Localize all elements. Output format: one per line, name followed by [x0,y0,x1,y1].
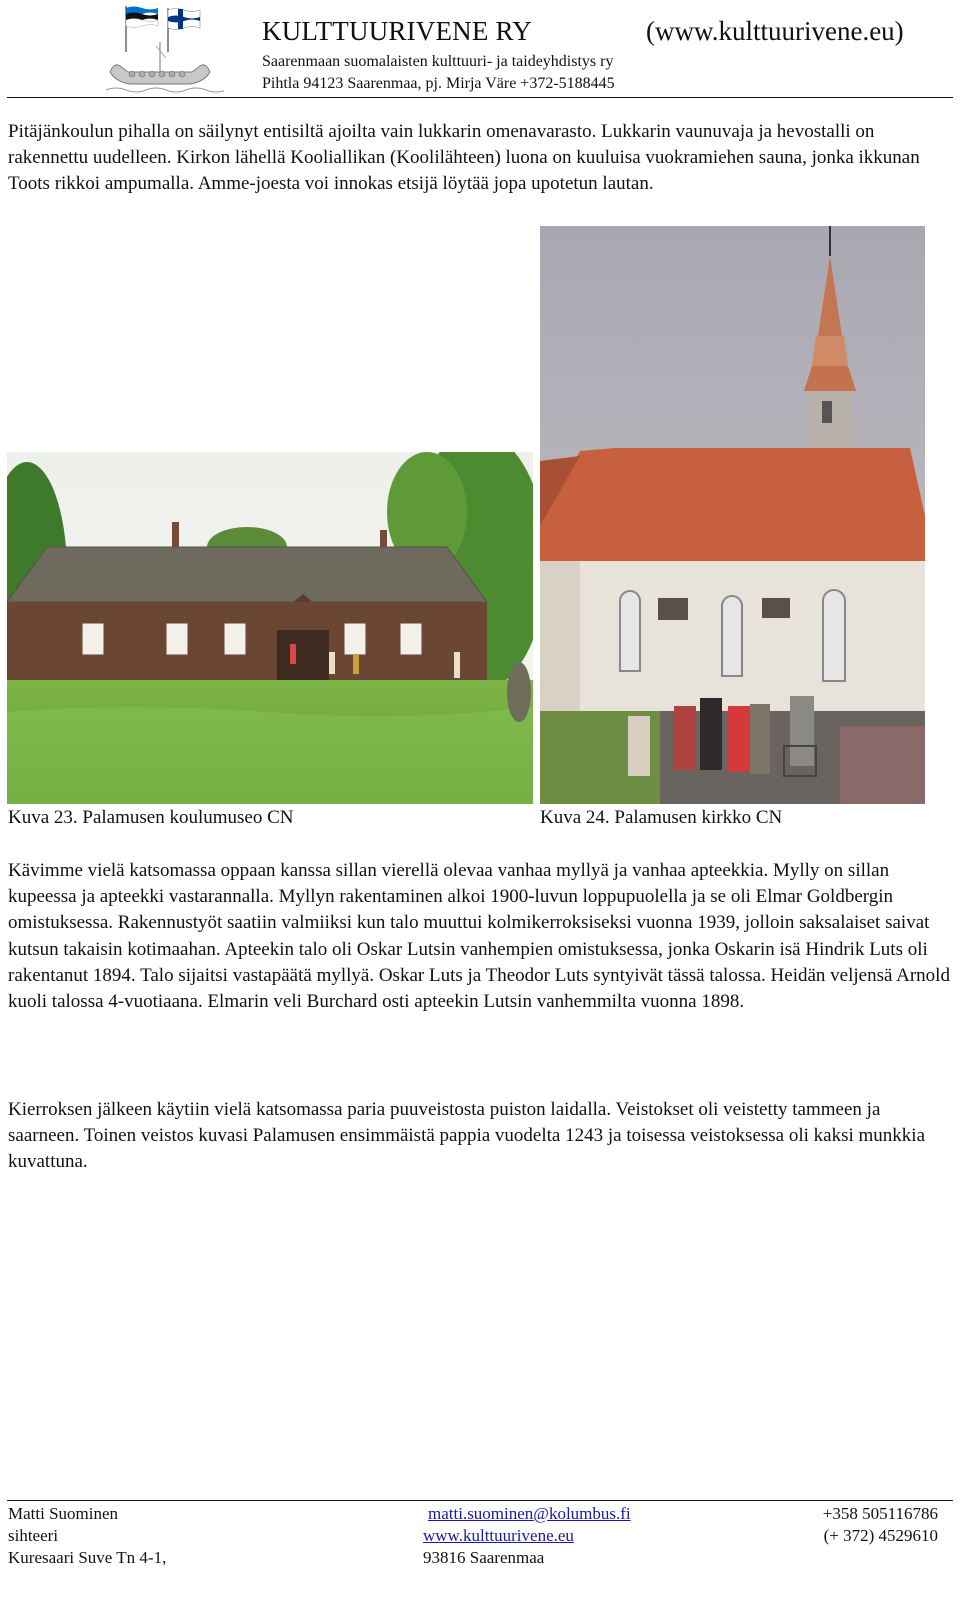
figure-caption-24: Kuva 24. Palamusen kirkko CN [540,807,783,828]
header-divider [7,97,953,98]
footer-street: Kuresaari Suve Tn 4-1, [8,1548,167,1567]
footer-postal: 93816 Saarenmaa [423,1548,545,1567]
organization-logo [96,2,224,98]
school-museum-photo [7,452,533,804]
flags-and-viking-ship-logo [96,2,224,98]
body-paragraph-1: Pitäjänkoulun pihalla on säilynyt entisiltä ajoilta vain lukkarin omenavarasto. Lukkarin vaunuvaja ja hevostalli on rakennettu uudelleen. Kirkon lähellä Kooliallikan (Koolilähteen) luona on kuuluisa vuokramiehen sauna, jonka ikkunan Toots rikkoi ampumalla. Amme-joesta voi innokas etsijä löytää jopa upotetun lautan. [8,121,920,195]
church-photo [540,226,925,804]
footer-website-link[interactable]: www.kulttuurivene.eu [423,1526,574,1545]
footer-email-link[interactable]: matti.suominen@kolumbus.fi [428,1504,631,1523]
footer-phone-2: (+ 372) 4529610 [823,1526,938,1545]
body-paragraph-3: Kierroksen jälkeen käytiin vielä katsomassa paria puuveistosta puiston laidalla. Veistokset oli veistetty tammeen ja saarneen. Toinen veistos kuvasi Palamusen ensimmäistä pappia vuodelta 1243 ja toisessa veistoksessa oli kaksi munkkia kuvattuna. [8,1099,926,1173]
footer-name: Matti Suominen [8,1504,119,1523]
figure-caption-23: Kuva 23. Palamusen koulumuseo CN [8,807,294,828]
organization-website: (www.kulttuurivene.eu) [646,16,904,46]
footer-phone-1: +358 505116786 [822,1504,938,1523]
footer-role: sihteeri [8,1526,59,1545]
organization-subtitle: Saarenmaan suomalaisten kulttuuri- ja taideyhdistys ry [262,53,614,70]
organization-name: KULTTUURIVENE RY [262,16,532,46]
footer-divider [7,1500,953,1501]
organization-address: Pihtla 94123 Saarenmaa, pj. Mirja Väre +372-5188445 [262,75,615,92]
body-paragraph-2: Kävimme vielä katsomassa oppaan kanssa sillan vierellä olevaa vanhaa myllyä ja vanhaa apteekkia. Mylly on sillan kupeessa ja apteekki vastarannalla. Myllyn rakentaminen alkoi 1900-luvun loppupuolella ja se oli Elmar Goldbergin omistuksessa. Rakennustyöt saatiin valmiiksi kun talo muuttui kolmikerroksiseksi vuonna 1939, jolloin saksalaiset saivat kutsun takaisin kotimaahan. Apteekin talo oli Oskar Lutsin vanhempien omistuksessa, jonka Oskarin isä Hindrik Luts oli rakentanut 1894. Talo sijaitsi vastapäätä myllyä. Oskar Luts ja Theodor Luts syntyivät tässä talossa. Heidän veljensä Arnold kuoli talossa 4-vuotiaana. Elmarin veli Burchard osti apteekin Lutsin vanhemmilta vuonna 1898. [8,860,950,1013]
